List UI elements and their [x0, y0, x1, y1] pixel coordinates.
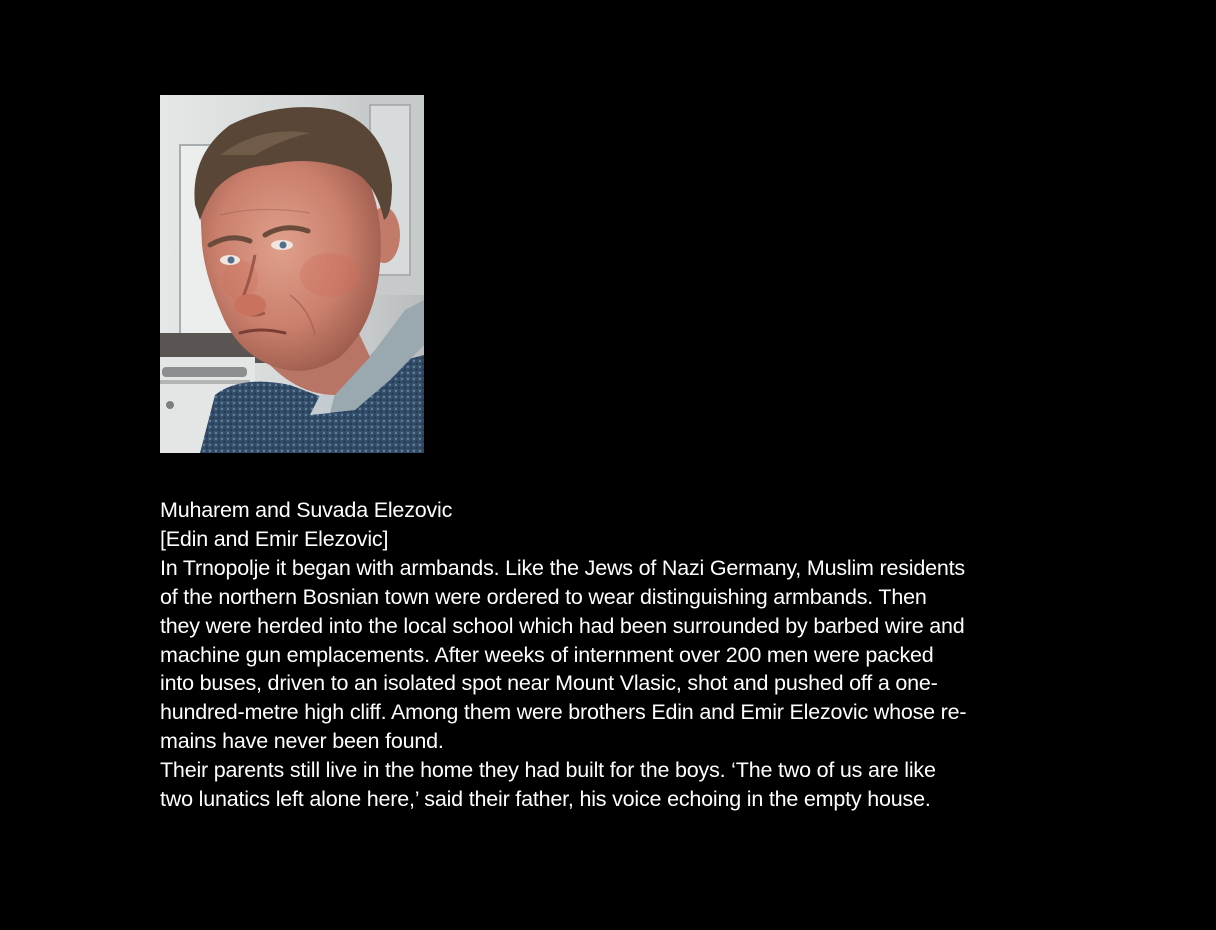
- subject-names: Muharem and Suvada Elezovic: [160, 498, 453, 522]
- story-line: machine gun emplacements. After weeks of internment over 200 men were packed: [160, 642, 934, 667]
- story-line: Their parents still live in the home they had built for the boys. ‘The two of us are like: [160, 758, 936, 783]
- story-line: hundred-metre high cliff. Among them were brothers Edin and Emir Elezovic whose re-: [160, 700, 967, 725]
- caption-text: [160, 496, 1040, 814]
- story-line: of the northern Bosnian town were ordered to wear distinguishing armbands. Then: [160, 584, 927, 609]
- story-line: mains have never been found.: [160, 729, 444, 754]
- portrait-photo: [160, 95, 424, 453]
- victim-names: [Edin and Emir Elezovic]: [160, 526, 389, 551]
- portrait-illustration: [160, 95, 424, 453]
- story-line: they were herded into the local school which had been surrounded by barbed wire and: [160, 613, 965, 638]
- story-line: two lunatics left alone here,’ said their father, his voice echoing in the empty house.: [160, 787, 931, 812]
- story-line: into buses, driven to an isolated spot near Mount Vlasic, shot and pushed off a one-: [160, 671, 938, 696]
- story-line: In Trnopolje it began with armbands. Like the Jews of Nazi Germany, Muslim residents: [160, 555, 965, 580]
